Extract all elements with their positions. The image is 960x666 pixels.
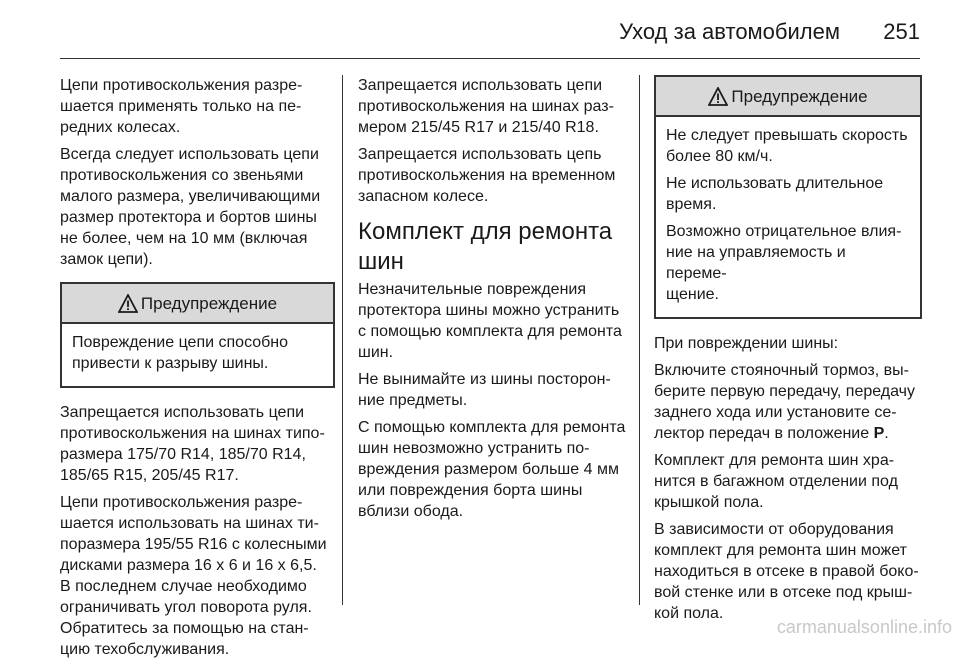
watermark: carmanualsonline.info [776, 617, 952, 637]
page-header [60, 0, 920, 59]
warning-text: Не следует превышать скорость более 80 км/ч. [666, 127, 908, 165]
warning-text: Возможно отрицательное влия- ние на управляемость и переме- щение. [666, 223, 902, 303]
column-right [654, 75, 922, 630]
warning-header [656, 77, 920, 117]
paragraph: Всегда следует использовать цепи противоскольжения со звеньями малого размера, увеличивающими размер протектора и бортов шины не более, чем на 10 мм (включая замок цепи). [60, 146, 321, 268]
paragraph: Запрещается использовать цепь противоскольжения на временном запасном колесе. [358, 146, 616, 205]
paragraph: Не вынимайте из шины посторон- ние предметы. [358, 371, 611, 409]
paragraph: Цепи противоскольжения разре- шается использовать на шинах ти- поразмера 195/55 R16 с колесными дисками размера 16 x 6 и 16 x 6,5. В последнем случае необходимо ограничивать угол поворота руля. Обратитесь за помощью на стан- цию техобслуживания. [60, 494, 327, 658]
paragraph: Цепи противоскольжения разре- шается применять только на пе- редних колесах. [60, 77, 303, 136]
paragraph-text: Включите стояночный тормоз, вы- берите первую передачу, передачу заднего хода или установите се- лектор передач в положение [654, 362, 916, 442]
gear-position-label: P [873, 425, 885, 442]
paragraph: В зависимости от оборудования комплект для ремонта шин может находиться в отсеке в правой боко- вой стенке или в отсеке под крыш- кой пола. [654, 521, 919, 622]
warning-triangle-icon [118, 294, 138, 314]
paragraph: С помощью комплекта для ремонта шин невозможно устранить по- вреждения размером больше 4 мм или повреждения борта шины вблизи обода. [358, 419, 626, 520]
paragraph-end: . [884, 425, 889, 442]
warning-title: Предупреждение [140, 293, 278, 313]
page-title: Уход за автомобилем [619, 19, 840, 44]
warning-title: Предупреждение [731, 86, 868, 106]
warning-header [62, 284, 333, 324]
paragraph [654, 360, 922, 444]
paragraph: Незначительные повреждения протектора шины можно устранить с помощью комплекта для ремонта шин. [358, 281, 622, 361]
paragraph: Запрещается использовать цепи противоскольжения на шинах типо- размера 175/70 R14, 185/70 R14, 185/65 R15, 205/45 R17. [60, 404, 325, 484]
page-number: 251 [883, 19, 920, 44]
warning-box [60, 282, 335, 388]
warning-text: Повреждение цепи способно привести к разрыву шины. [72, 334, 289, 372]
warning-box [654, 75, 922, 319]
paragraph: При повреждении шины: [654, 335, 839, 352]
warning-text: Не использовать длительное время. [666, 175, 884, 213]
column-divider [342, 75, 343, 605]
column-middle [358, 75, 630, 528]
paragraph: Комплект для ремонта шин хра- нится в багажном отделении под крышкой пола. [654, 452, 898, 511]
column-left [60, 75, 335, 666]
column-divider [639, 75, 640, 605]
warning-triangle-icon [708, 87, 728, 107]
section-heading: Комплект для ремонта шин [358, 218, 613, 275]
paragraph: Запрещается использовать цепи противоскольжения на шинах раз- мером 215/45 R17 и 215/40 R18. [358, 77, 614, 136]
